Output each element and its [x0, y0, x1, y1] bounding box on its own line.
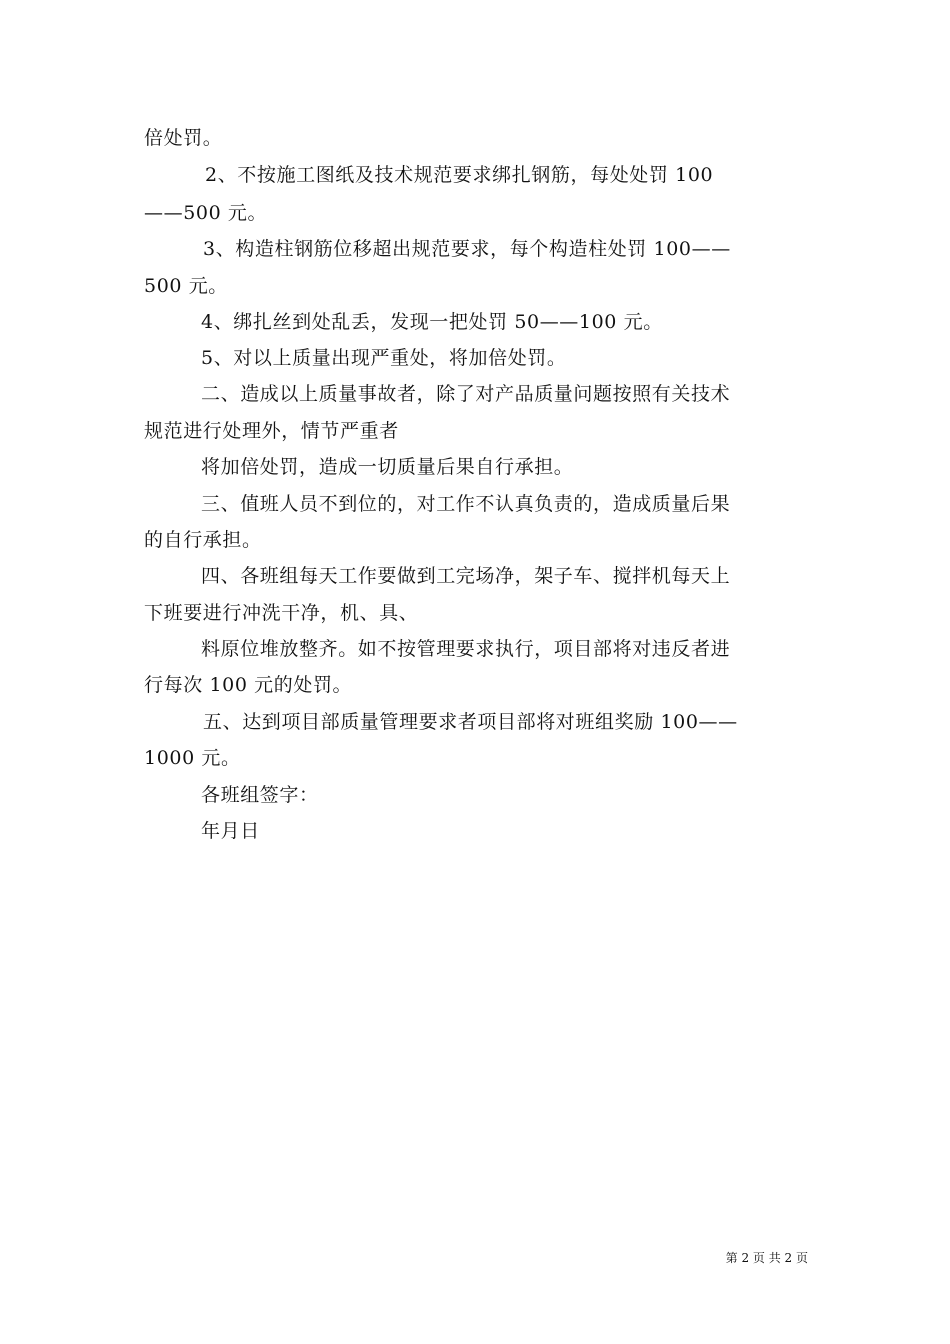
text-line: 倍处罚。: [144, 127, 223, 149]
text-line: 将加倍处罚，造成一切质量后果自行承担。: [201, 456, 574, 478]
text-line: 五、达到项目部质量管理要求者项目部将对班组奖励 100——: [203, 711, 738, 733]
text-line: ——500 元。: [144, 202, 268, 224]
text-line: 规范进行处理外，情节严重者: [144, 420, 399, 442]
text-line: 四、各班组每天工作要做到工完场净，架子车、搅拌机每天上: [201, 565, 731, 587]
text-line: 三、值班人员不到位的，对工作不认真负责的，造成质量后果: [201, 493, 731, 515]
text-line: 5、对以上质量出现严重处，将加倍处罚。: [201, 347, 567, 369]
text-line: 4、绑扎丝到处乱丢，发现一把处罚 50——100 元。: [201, 311, 663, 333]
text-line: 二、造成以上质量事故者，除了对产品质量问题按照有关技术: [201, 383, 731, 405]
text-line: 的自行承担。: [144, 529, 262, 551]
signature-label: 各班组签字：: [201, 784, 319, 806]
date-label: 年月日: [201, 820, 260, 842]
page-indicator: 第 2 页 共 2 页: [725, 1251, 808, 1265]
text-line: 下班要进行冲洗干净，机、具、: [144, 602, 419, 624]
text-line: 2、不按施工图纸及技术规范要求绑扎钢筋，每处处罚 100: [205, 164, 714, 186]
text-line: 3、构造柱钢筋位移超出规范要求，每个构造柱处罚 100——: [203, 238, 731, 260]
text-line: 行每次 100 元的处罚。: [144, 674, 353, 696]
text-line: 500 元。: [144, 275, 228, 297]
text-line: 1000 元。: [144, 747, 241, 769]
text-line: 料原位堆放整齐。如不按管理要求执行，项目部将对违反者进: [201, 638, 731, 660]
